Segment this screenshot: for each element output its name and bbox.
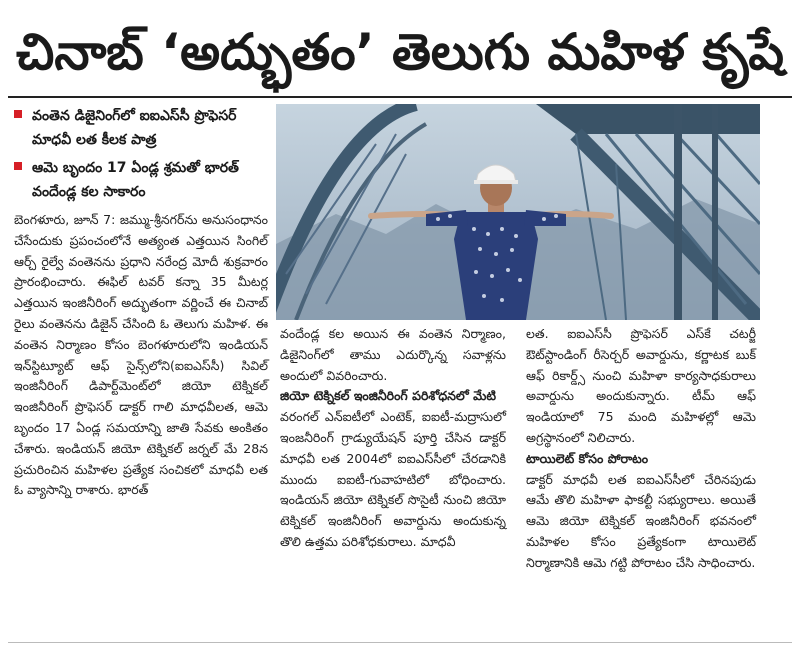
column-3-intro: లత. ఐఐఎస్‌సీ ప్రొఫెసర్ ఎస్‌కే చటర్జీ ఔట్‌స్టాండింగ్ రీసెర్చర్ అవార్డును, కర్ణాటక బుక్ ఆఫ్ రికార్డ్స్ నుంచి మహిళా కార్యసాధకురాలు అవార్డును అందుకున్నారు. టీమ్ ఆఫ్ ఇండియాలో 75 మంది మహిళల్లో ఆమె అగ్రస్థానంలో నిలిచారు.: [526, 326, 756, 445]
article-column-2: [280, 324, 506, 553]
column-2-intro: వందేండ్ల కల అయిన ఈ వంతెన నిర్మాణం, డిజైనింగ్‌లో తాము ఎదుర్కొన్న సవాళ్లను అందులో వివరించారు.: [280, 326, 506, 383]
column-1-text: బెంగళూరు, జూన్ 7: జమ్ము-శ్రీనగర్‌ను అనుసంధానం చేసేందుకు ప్రపంచంలోనే అత్యంత ఎత్తయిన సింగిల్ ఆర్చ్ రైల్వే వంతెనను ప్రధాని నరేంద్ర మోదీ శుక్రవారం ప్రారంభించారు. ఈఫిల్ టవర్ కన్నా 35 మీటర్ల ఎత్తయిన ఇంజినీరింగ్ అద్భుతంగా వర్ణించే ఈ చినాబ్ రైలు వంతెనను డిజైన్ చేసింది ఓ తెలుగు మహిళ. ఈ వంతెన నిర్మాణం కోసం బెంగళూరులోని ఇండియన్ ఇన్‌స్టిట్యూట్ ఆఫ్ సైన్స్‌లోని(ఐఐఎస్‌సీ) సివిల్ ఇంజినీరింగ్ డిపార్ట్‌మెంట్‌లో జియో టెక్నికల్ ఇంజినీరింగ్ ప్రొఫెసర్ డాక్టర్ గాలి మాధవీలత, ఆమె బృందం 17 ఏండ్ల సమయాన్ని జాతి సేవకు అంకితం చేశారు. ఇండియన్ జియో టెక్నికల్ జర్నల్ మే 28న ప్రచురించిన మహిళల ప్రత్యేక సంచికలో మాధవీ లత ఓ వ్యాసాన్ని రాశారు. భారత్: [14, 212, 268, 498]
bottom-divider: [8, 642, 792, 643]
column-2-subheading: జియో టెక్నికల్ ఇంజినీరింగ్ పరిశోధనలో మేటి: [280, 388, 497, 404]
highlights-list: [10, 104, 272, 208]
highlight-item: [10, 104, 272, 152]
red-square-bullet-icon: [14, 110, 22, 118]
column-3-body: డాక్టర్ మాధవీ లత ఐఐఎస్‌సీలో చేరినపుడు ఆమే తొలి మహిళా ఫాకల్టీ సభ్యురాలు. అయితే ఆమె జియో టెక్నికల్ ఇంజినీరింగ్ భవనంలో మహిళల కోసం ప్రత్యేకంగా టాయిలెట్ నిర్మాణానికి ఆమె గట్టి పోరాటం చేసి సాధించారు.: [526, 471, 756, 570]
red-square-bullet-icon: [14, 162, 22, 170]
bridge-photo-illustration: [276, 104, 760, 320]
article-column-3: [526, 324, 756, 574]
headline-divider: [8, 96, 792, 98]
column-2-body: వరంగల్ ఎన్ఐటీలో ఎంటెక్, ఐఐటీ-మద్రాసులో ఇంజనీరింగ్ గ్రాడ్యుయేషన్ పూర్తి చేసిన డాక్టర్ మాధవీ లత 2004లో ఐఐఎస్‌సీలో చేరడానికి ముందు ఐఐటీ-గువాహటిలో బోధించారు. ఇండియన్ జియో టెక్నికల్ సొసైటీ నుంచి జియో టెక్నికల్ ఇంజినీరింగ్ అవార్డును అందుకున్న తొలి ఉత్తమ పరిశోధకురాలు. మాధవీ: [280, 409, 506, 549]
article-headline: చినాబ్ ‘అద్భుతం’ తెలుగు మహిళ కృషే: [16, 23, 784, 81]
highlight-item: [10, 156, 272, 204]
article-column-1: [14, 210, 268, 501]
highlight-text: వంతెన డిజైనింగ్‌లో ఐఐఎస్‌సీ ప్రొఫెసర్ మాధవీ లత కీలక పాత్ర: [32, 108, 237, 148]
column-3-subheading: టాయిలెట్ కోసం పోరాటం: [526, 450, 649, 466]
article-photo: [276, 104, 760, 320]
highlight-text: ఆమె బృందం 17 ఏండ్ల శ్రమతో భారత్ వందేండ్ల కల సాకారం: [32, 160, 239, 200]
